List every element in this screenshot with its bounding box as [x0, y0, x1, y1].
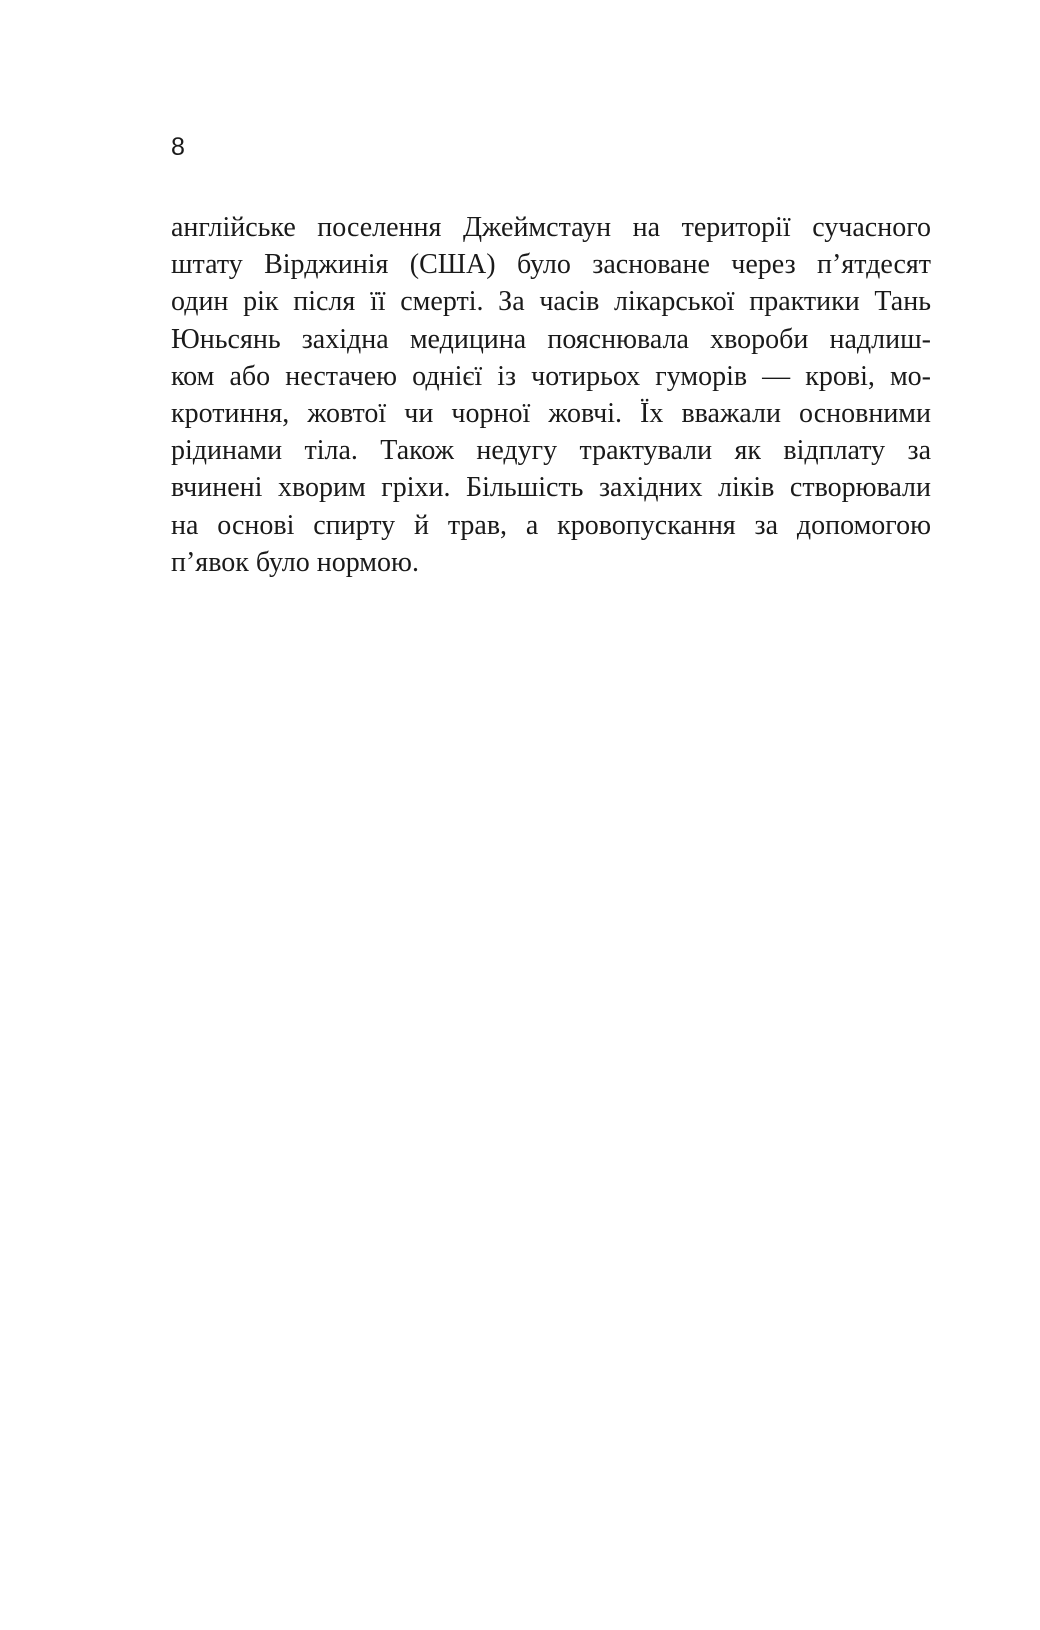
text-line: ком або нестачею однієї із чотирьох гуморів — крові, мо- — [171, 360, 931, 392]
text-line: один рік після її смерті. За часів лікарської практики Тань — [171, 286, 931, 318]
text-line: Юньсянь західна медицина пояснювала хвороби надлиш- — [171, 323, 931, 355]
text-line: на основі спирту й трав, а кровопускання за допомогою — [171, 509, 931, 541]
text-line: рідинами тіла. Також недугу трактували як відплату за — [171, 435, 931, 467]
text-line: англійське поселення Джеймстаун на території сучасного — [171, 212, 931, 243]
page-number: 8 — [171, 133, 185, 161]
text-line: штату Вірджинія (США) було засноване через п’ятдесят — [171, 249, 931, 281]
text-line: п’явок було нормою. — [171, 546, 419, 578]
text-line: кротиння, жовтої чи чорної жовчі. Їх вважали основними — [171, 398, 931, 430]
body-paragraph — [171, 209, 931, 581]
text-line: вчинені хворим гріхи. Більшість західних ліків створювали — [171, 472, 931, 504]
